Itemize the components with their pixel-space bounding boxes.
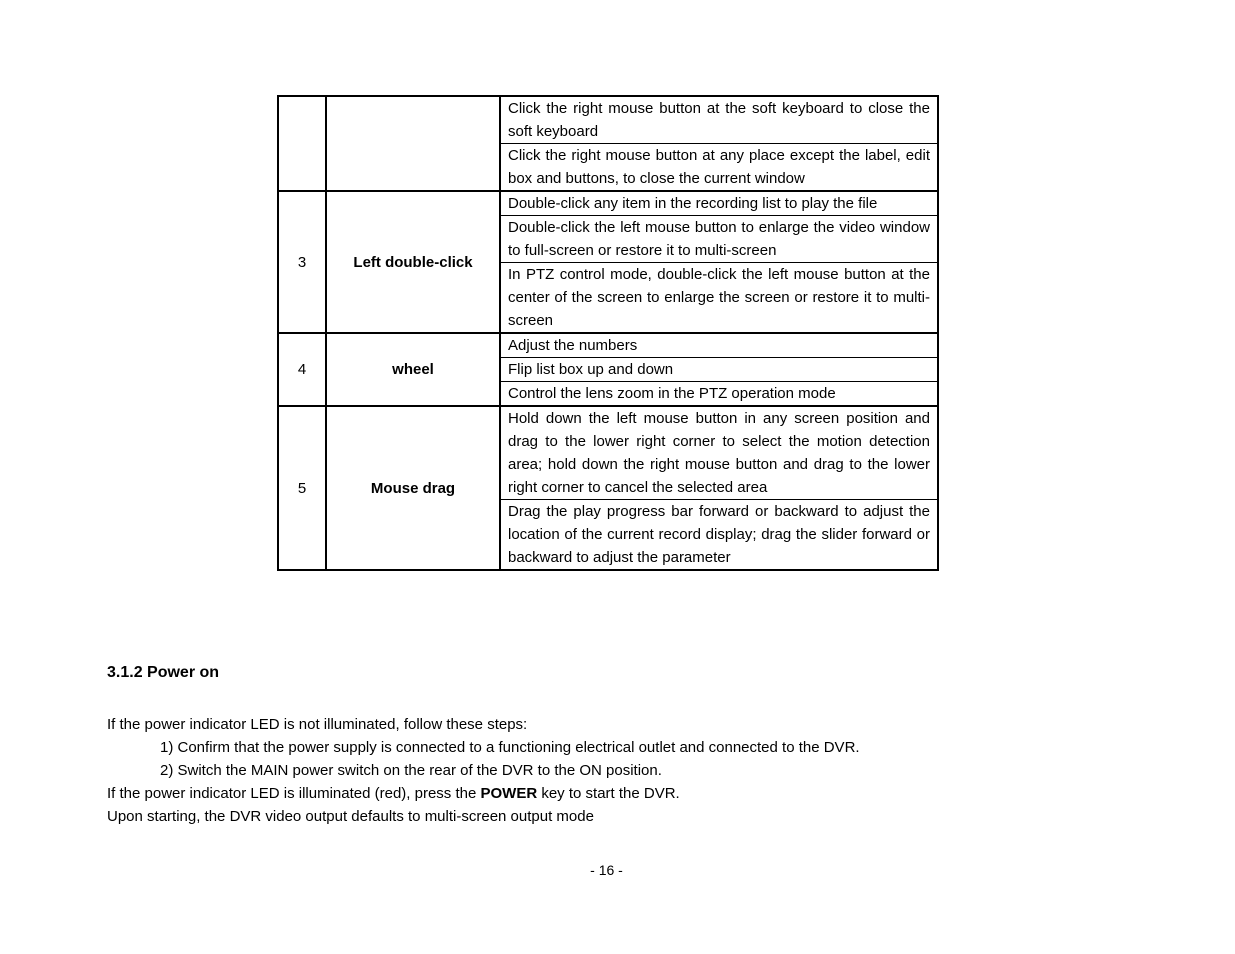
mouse-operations-table bbox=[277, 95, 939, 571]
startup-paragraph: Upon starting, the DVR video output defaults to multi-screen output mode bbox=[107, 808, 594, 825]
operation-name: Left double-click bbox=[326, 191, 500, 333]
table-row bbox=[278, 406, 938, 570]
row-number: 4 bbox=[278, 333, 326, 406]
operation-descriptions bbox=[500, 406, 938, 570]
table-body bbox=[278, 96, 938, 570]
operation-name: wheel bbox=[326, 333, 500, 406]
table-row bbox=[278, 96, 938, 191]
operation-description: Flip list box up and down bbox=[501, 357, 937, 381]
operation-name bbox=[326, 96, 500, 191]
operation-description: Click the right mouse button at any place except the label, edit box and buttons, to close the current window bbox=[501, 143, 937, 190]
row-number bbox=[278, 96, 326, 191]
operation-description: Control the lens zoom in the PTZ operation mode bbox=[501, 381, 937, 405]
operation-description: In PTZ control mode, double-click the left mouse button at the center of the screen to enlarge the screen or restore it to multi-screen bbox=[501, 262, 937, 332]
row-number: 3 bbox=[278, 191, 326, 333]
operation-name: Mouse drag bbox=[326, 406, 500, 570]
operation-description: Click the right mouse button at the soft keyboard to close the soft keyboard bbox=[508, 100, 930, 140]
power-key-paragraph bbox=[107, 782, 1107, 805]
operation-description: Double-click any item in the recording list to play the file bbox=[508, 195, 878, 212]
step-2: 2) Switch the MAIN power switch on the rear of the DVR to the ON position. bbox=[160, 762, 662, 779]
section-body bbox=[107, 713, 1107, 828]
operation-descriptions bbox=[500, 96, 938, 191]
power-text-before: If the power indicator LED is illuminated (red), press the bbox=[107, 785, 481, 802]
row-number: 5 bbox=[278, 406, 326, 570]
section-heading: 3.1.2 Power on bbox=[107, 664, 220, 681]
table-row bbox=[278, 191, 938, 333]
intro-paragraph: If the power indicator LED is not illuminated, follow these steps: bbox=[107, 716, 528, 733]
operation-description: Hold down the left mouse button in any screen position and drag to the lower right corner to select the motion detection area; hold down the right mouse button and drag to the lower right corner to cancel the selected area bbox=[508, 410, 930, 496]
operation-descriptions bbox=[500, 191, 938, 333]
power-text-after: key to start the DVR. bbox=[537, 785, 680, 802]
operation-descriptions bbox=[500, 333, 938, 406]
operation-description: Adjust the numbers bbox=[508, 337, 638, 354]
table-row bbox=[278, 333, 938, 406]
power-key-label: POWER bbox=[480, 785, 538, 802]
operation-description: Double-click the left mouse button to enlarge the video window to full-screen or restore it to multi-screen bbox=[501, 215, 937, 262]
step-1: 1) Confirm that the power supply is connected to a functioning electrical outlet and connected to the DVR. bbox=[160, 739, 860, 756]
operation-description: Drag the play progress bar forward or backward to adjust the location of the current record display; drag the slider forward or backward to adjust the parameter bbox=[501, 499, 937, 569]
page-number: - 16 - bbox=[590, 862, 623, 878]
